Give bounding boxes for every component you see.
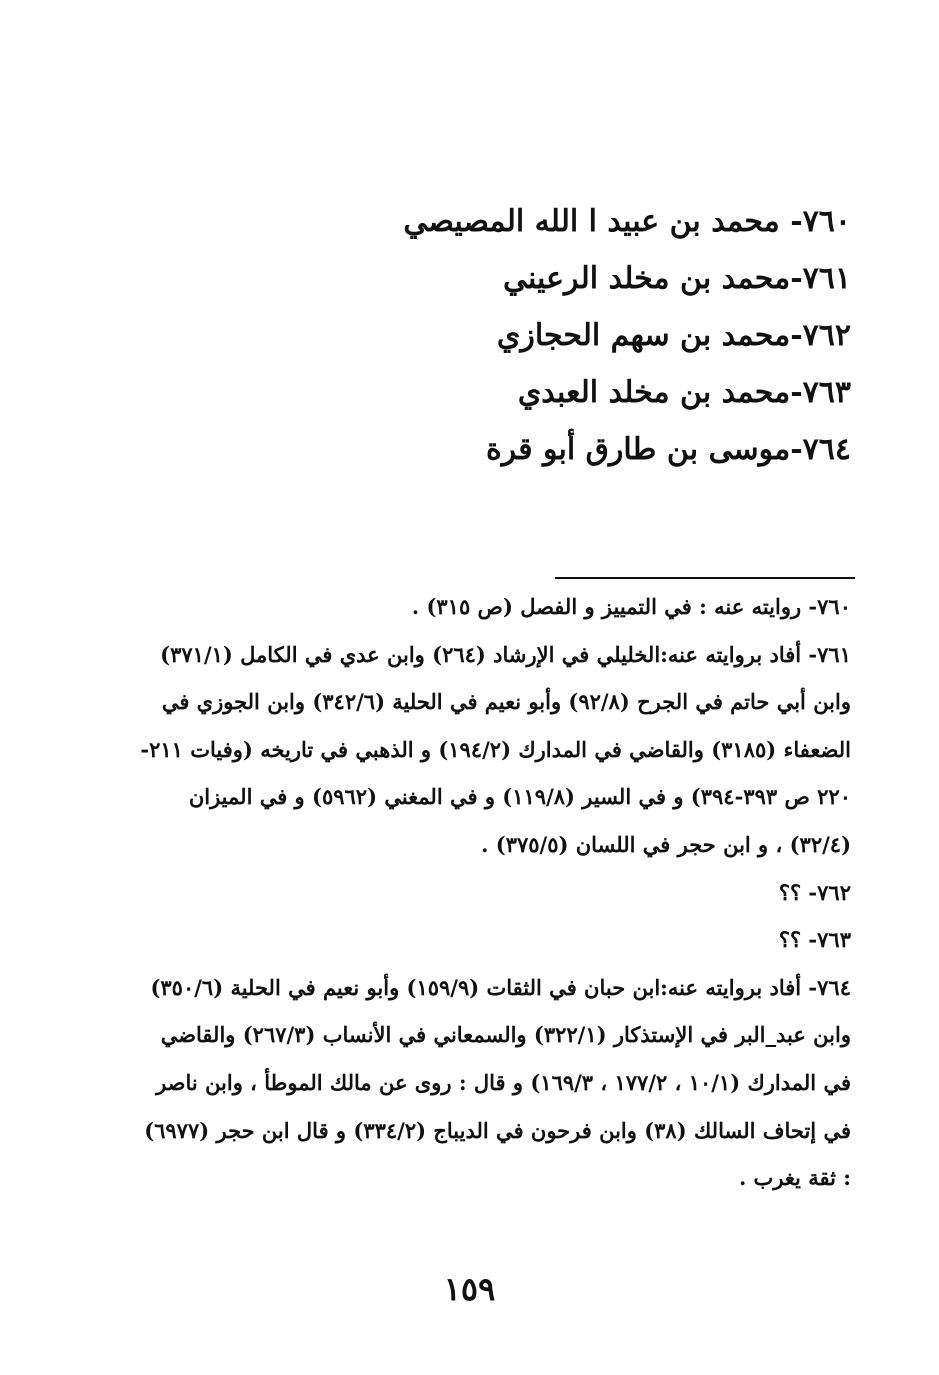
footnote-line: ٢٢٠ ص ٣٩٣-٣٩٤) و في السير (١١٩/٨) و في المغني (٥٩٦٢) و في الميزان <box>188 784 851 810</box>
footnote-line: الضعفاء (٣١٨٥) والقاضي في المدارك (١٩٤/٢) و الذهبي في تاريخه (وفيات ٢١١- <box>140 736 851 762</box>
footnote-line: ٧٦٠- روايته عنه : في التمييز و الفصل (ص ٣١٥) . <box>411 594 851 619</box>
entry-762: ٧٦٢-محمد بن سهم الحجازي <box>496 318 851 353</box>
footnote-line: وابن أبي حاتم في الجرح (٩٢/٨) وأبو نعيم في الحلية (٣٤٢/٦) وابن الجوزي في <box>161 689 851 715</box>
footnote-line: : ثقة يغرب . <box>738 1165 851 1191</box>
entry-763: ٧٦٣-محمد بن مخلد العبدي <box>517 375 851 410</box>
entry-list <box>351 193 851 478</box>
footnotes <box>106 583 851 1202</box>
footnote-divider <box>555 577 855 579</box>
page-number: ١٥٩ <box>443 1270 496 1308</box>
entry-761: ٧٦١-محمد بن مخلد الرعيني <box>503 261 851 296</box>
footnote-line: ٧٦١- أفاد بروايته عنه:الخليلي في الإرشاد (٢٦٤) وابن عدي في الكامل (٣٧١/١) <box>160 641 851 667</box>
footnote-line: في المدارك (١٠/١ ، ١٧٧/٢ ، ١٦٩/٣) و قال : روى عن مالك الموطأ ، وابن ناصر <box>156 1069 851 1095</box>
footnote-line: (٣٢/٤) ، و ابن حجر في اللسان (٣٧٥/٥) . <box>481 831 851 857</box>
footnote-line: في إتحاف السالك (٣٨) وابن فرحون في الديباج (٣٣٤/٢) و قال ابن حجر (٦٩٧٧) <box>144 1117 851 1143</box>
footnote-line: وابن عبد_البر في الإستذكار (٣٢٢/١) والسمعاني في الأنساب (٢٦٧/٣) والقاضي <box>160 1022 851 1048</box>
footnote-line: ٧٦٣- ؟؟ <box>778 927 851 953</box>
footnote-line: ٧٦٢- ؟؟ <box>778 879 851 905</box>
footnote-line: ٧٦٤- أفاد بروايته عنه:ابن حبان في الثقات (١٥٩/٩) وأبو نعيم في الحلية (٣٥٠/٦) <box>150 974 851 1000</box>
entry-764: ٧٦٤-موسى بن طارق أبو قرة <box>485 432 851 467</box>
entry-760: ٧٦٠- محمد بن عبيد ا الله المصيصي <box>403 204 851 239</box>
